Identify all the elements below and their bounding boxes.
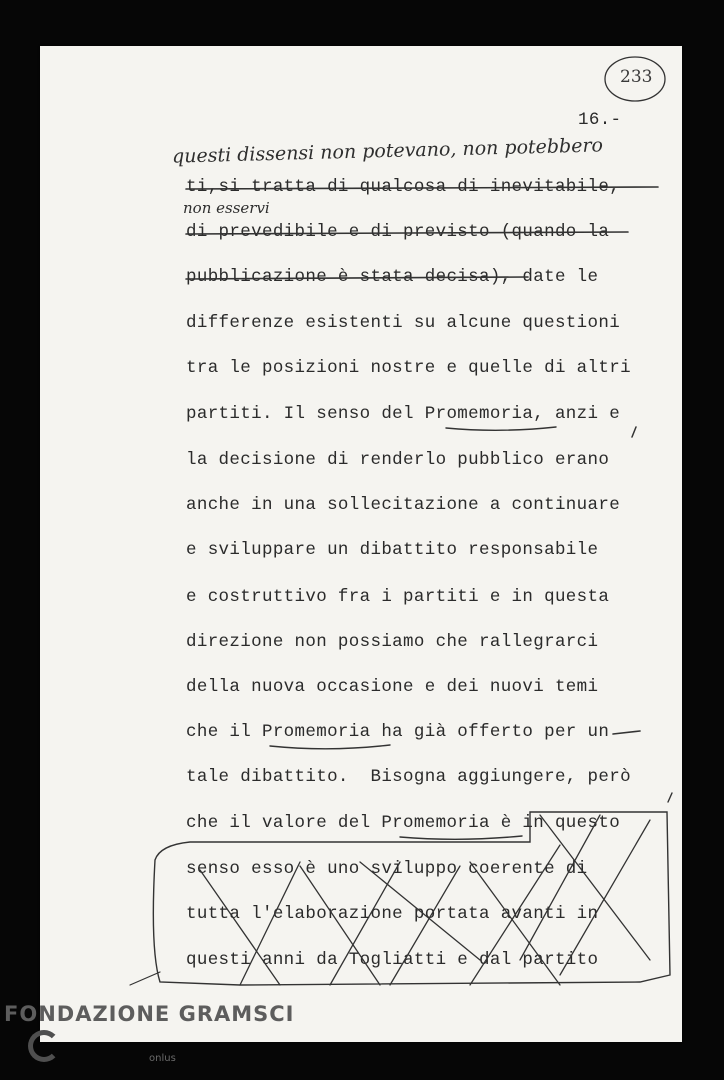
text-line-9: e sviluppare un dibattito responsabile [186,540,599,560]
text-line-8: anche in una sollecitazione a continuare [186,495,621,515]
text-line-1: ti,si tratta di qualcosa di inevitabile, [186,177,621,197]
strike-line-3 [186,277,528,279]
text-line-2: di prevedibile e di previsto (quando la [186,222,610,242]
text-line-4: differenze esistenti su alcune questioni [186,313,621,333]
text-line-13: che il Promemoria ha già offerto per un [186,722,610,742]
text-line-18: questi anni da Togliatti e dal partito [186,950,599,970]
text-line-7: la decisione di renderlo pubblico erano [186,450,610,470]
deletion-crosses [200,815,650,985]
text-line-12: della nuova occasione e dei nuovi temi [186,677,599,697]
text-line-16: senso esso è uno sviluppo coerente di [186,859,588,879]
foundation-watermark: FONDAZIONE GRAMSCI [4,1002,295,1026]
strike-line-1 [186,187,658,189]
hand-comma-1 [632,427,636,437]
text-line-17: tutta l'elaborazione portata avanti in [186,904,599,924]
text-line-6: partiti. Il senso del Promemoria, anzi e [186,404,621,424]
underline-promemoria-3 [400,836,522,839]
handwritten-insert-2: non esservi [183,199,270,217]
archive-number: 233 [620,67,653,87]
text-line-10: e costruttivo fra i partiti e in questa [186,587,610,607]
text-line-14: tale dibattito. Bisogna aggiungere, però [186,767,631,787]
gramsci-logo-icon [28,1030,60,1062]
text-line-3: pubblicazione è stata decisa), date le [186,267,599,287]
hand-comma-2 [668,793,672,802]
text-line-11: direzione non possiamo che rallegrarci [186,632,599,652]
text-line-15: che il valore del Promemoria è in questo [186,813,621,833]
box-tail [130,972,160,985]
text-line-5: tra le posizioni nostre e quelle di altri [186,358,631,378]
strike-un [613,731,640,734]
watermark-suffix: onlus [149,1053,176,1064]
strike-line-2 [186,232,628,234]
underline-promemoria-1 [446,427,556,430]
page-number: 16.- [578,110,622,130]
underline-promemoria-2 [270,745,390,749]
handwritten-insert-1: questi dissensi non potevano, non potebbero [171,134,604,168]
archive-number-circle [605,57,665,101]
